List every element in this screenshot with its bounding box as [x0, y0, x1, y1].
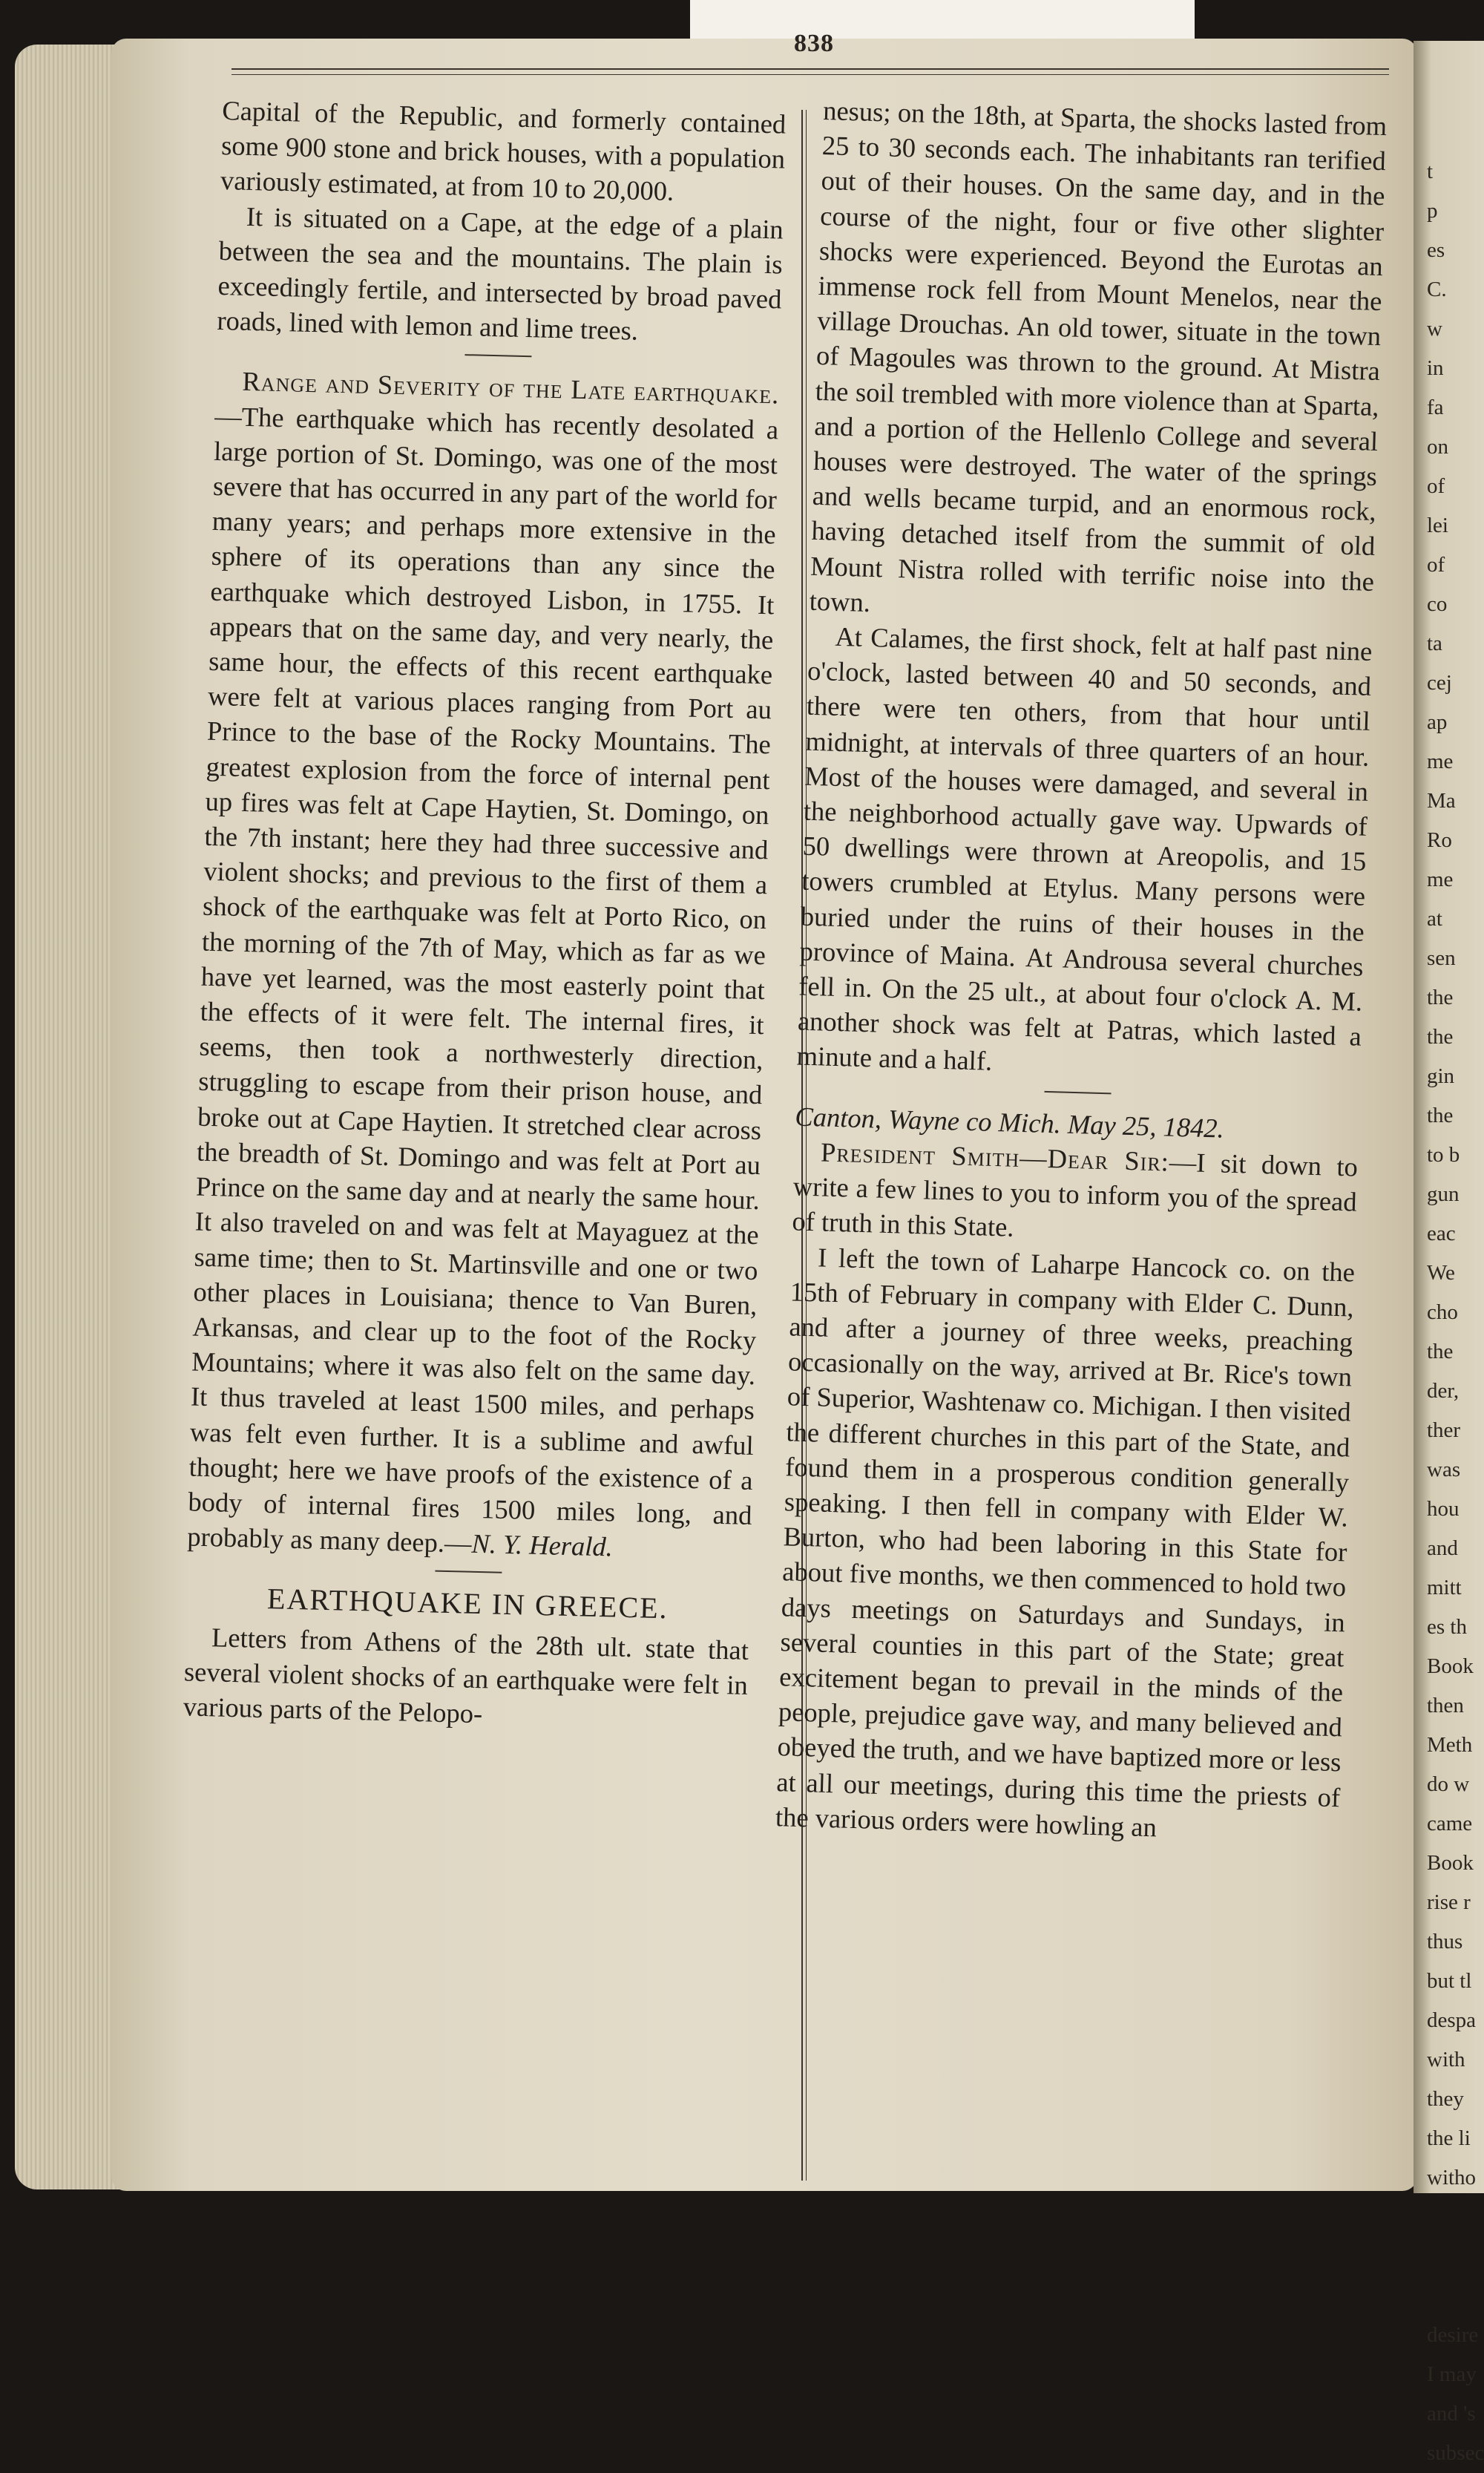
paragraph-cape: It is situated on a Cape, at the edge of a plain between the sea and the mountains. The plain is exceedingly fertile, and intersected by broad paved roads, lined with lemon and lime trees. — [217, 200, 784, 346]
article-title-range-severity: Range and Severity of the Late earthquake. — [242, 366, 780, 410]
section-separator — [464, 355, 531, 358]
left-column — [183, 93, 786, 1737]
header-rule — [232, 68, 1389, 70]
paragraph-capital: Capital of the Republic, and formerly contained some 900 stone and brick houses, with a population variously estimated, at from 10 to 20,000. — [220, 94, 787, 207]
page-number: 838 — [794, 30, 834, 57]
article-range-severity — [187, 363, 780, 1568]
facing-page-fragments: t p es C. w in fa on of lei of co ta cej ap me Ma Ro me at sen the the gin the to b gun eac We cho the der, ther was hou and mitt es th Book then Meth do w came Book rise r thus but tl despa with they the li witho desire I may and 's subsec — [1427, 160, 1484, 2465]
article-body-range-severity: —The earthquake which has recently desolated a large portion of St. Domingo, was one of the most severe that has occurred in any part of the world for many years; and perhaps more extensive in the sphere of its operations than any since the earthquake which destroyed Lisbon, in 1755. It appears that on the same day, and very nearly, the same hour, the effects of this recent earthquake were felt at various places ranging from Port au Prince to the base of the Rocky Mountains. The greatest explosion from the force of internal pent up fires was felt at Cape Haytien, St. Domingo, on the 7th instant; here they had three successive and violent shocks; and previous to the first of them a shock of the earthquake was felt at Porto Rico, on the morning of the 7th of May, which as far as we have yet learned, was the most easterly point that the effects of it were felt. The internal fires, it seems, then took a northwesterly direction, struggling to escape from their prison house, and broke out at Cape Haytien. It stretched clear across the breadth of St. Domingo and was felt at Port au Prince on the same day and at nearly the same hour. It also traveled on and was felt at Mayaguez at the same time; then to St. Martinsville and one or two other places in Louisiana; thence to Van Buren, Arkansas, and clear up to the foot of the Rocky Mountains; where it was also felt on the same day. It thus traveled at least 1500 miles, and perhaps was felt even further. It is a sublime and awful thought; here we have proofs of the existence of a body of internal fires 1500 miles long, and probably as many deep.— — [186, 400, 779, 1559]
top-paper-strip — [690, 0, 1195, 39]
letter-opening — [792, 1133, 1359, 1254]
facing-page-edge — [1414, 41, 1484, 2465]
paragraph-sparta-shocks: nesus; on the 18th, at Sparta, the shocks lasted from 25 to 30 seconds each. The inhabitants ran terified out of their houses. On the same day, and in the course of the night, four or five other slighter shocks were experienced. Beyond the Eurotas an immense rock fell from Mount Menelos, near the village Drouchas. An old tower, situate in the town of Magoules was thrown to the ground. At Mistra the soil trembled with more violence than at Sparta, and a portion of the Hellenlo College and several houses were destroyed. The water of the springs and wells became turpid, and an enormous rock, having detached itself from the summit of old Mount Nistra rolled with terrific noise into the town. — [809, 94, 1388, 618]
header-rule-thin — [232, 74, 1389, 75]
section-separator — [435, 1570, 502, 1573]
heading-earthquake-greece: EARTHQUAKE IN GREECE. — [266, 1582, 669, 1625]
section-separator — [1045, 1091, 1112, 1095]
letter-dateline: Canton, Wayne co Mich. May 25, 1842. — [794, 1101, 1225, 1144]
paragraph-calames: At Calames, the first shock, felt at half past nine o'clock, lasted between 40 and 50 seconds, and there were ten others, from that hour until midnight, at intervals of three quarters of an hour. Most of the houses were damaged, and several in the neighborhood actually gave way. Upwards of 50 dwellings were thrown at Areopolis, and 15 towers crumbled at Etylus. Many persons were buried under the ruins of their houses in the province of Maina. At Androusa several churches fell in. On the 25 ult., at about four o'clock A. M. another shock was felt at Patras, which lasted a minute and a half. — [796, 620, 1373, 1077]
paragraph-athens-letters: Letters from Athens of the 28th ult. state that several violent shocks of an earthquake were felt in various parts of the Pelopo- — [183, 1621, 749, 1729]
bottom-background — [0, 2193, 1484, 2322]
letter-body: I left the town of Laharpe Hancock co. on the 15th of February in company with Elder C. Dunn, and after a journey of three weeks, preaching occasionally on the way, arrived at Br. Rice's town of Superior, Washtenaw co. Michigan. I then visited the different churches in this part of the State, and found them in a prosperous condition generally speaking. I then fell in company with Elder W. Burton, who had been laboring in this State for about five months, we then commenced to hold two days meetings on Saturdays and Sundays, in several counties in this part of the State; great excitement began to prevail in the minds of the people, prejudice gave way, and many believed and obeyed the truth, and we have baptized more or less at all our meetings, during this time the priests of the various orders were howling an — [775, 1241, 1356, 1843]
letter-opening-text: —I sit down to write a few lines to you to inform you of the spread of truth in this State. — [791, 1146, 1359, 1243]
right-column — [775, 93, 1387, 1850]
letter-salutation: President Smith—Dear Sir: — [820, 1136, 1170, 1177]
article-source: N. Y. Herald. — [471, 1527, 614, 1562]
